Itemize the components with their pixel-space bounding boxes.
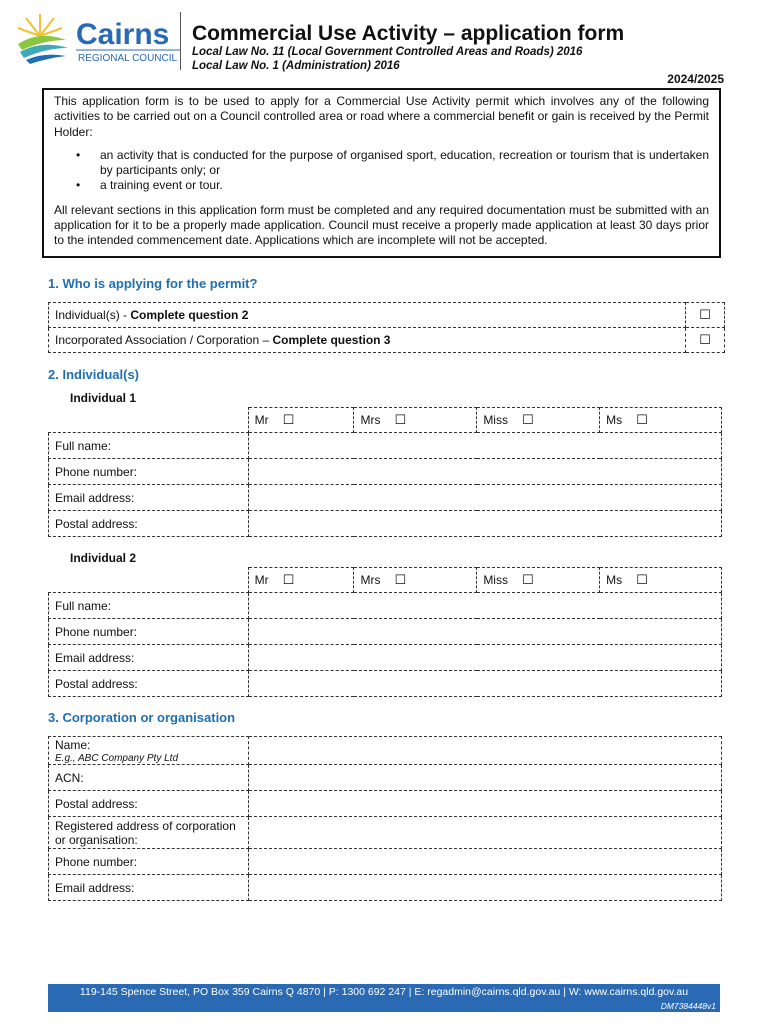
email-address-field[interactable] bbox=[248, 645, 721, 671]
individual-2-heading: Individual 2 bbox=[70, 551, 137, 565]
local-law-11-subtitle: Local Law No. 11 (Local Government Controlled Areas and Roads) 2016 bbox=[192, 46, 583, 58]
acn-field[interactable] bbox=[248, 765, 721, 791]
intro-bullet-list bbox=[54, 148, 709, 194]
phone-number-field[interactable] bbox=[248, 619, 721, 645]
title-miss-option[interactable]: Miss ☐ bbox=[477, 408, 600, 433]
section-2-heading: 2. Individual(s) bbox=[48, 367, 140, 382]
bullet-icon: • bbox=[76, 178, 81, 193]
email-address-label: Email address: bbox=[49, 485, 249, 511]
section-1-heading: 1. Who is applying for the permit? bbox=[48, 276, 258, 291]
svg-text:Cairns: Cairns bbox=[76, 18, 170, 51]
corp-postal-address-field[interactable] bbox=[248, 791, 721, 817]
title-miss-option[interactable]: Miss ☐ bbox=[477, 568, 600, 593]
email-address-label: Email address: bbox=[49, 645, 249, 671]
corp-phone-number-label: Phone number: bbox=[49, 849, 249, 875]
mrs-checkbox[interactable]: ☐ bbox=[394, 412, 407, 428]
postal-address-label: Postal address: bbox=[49, 511, 249, 537]
full-name-field[interactable] bbox=[248, 433, 721, 459]
corp-name-hint: E.g., ABC Company Pty Ltd bbox=[55, 752, 179, 764]
section-3-heading: 3. Corporation or organisation bbox=[48, 710, 236, 725]
title-ms-option[interactable]: Ms ☐ bbox=[600, 408, 722, 433]
intro-box bbox=[42, 88, 721, 258]
intro-paragraph-1: This application form is to be used to apply for a Commercial Use Activity permit which involves any of the following activities to be carried out on a Council controlled area or road where a commercial benefit or gain is received by the Permit Holder: bbox=[54, 94, 709, 139]
full-name-field[interactable] bbox=[248, 593, 721, 619]
corp-email-address-field[interactable] bbox=[248, 875, 721, 901]
postal-address-field[interactable] bbox=[248, 511, 721, 537]
corp-name-label: Name: bbox=[55, 737, 91, 752]
postal-address-field[interactable] bbox=[248, 671, 721, 697]
registered-address-field[interactable] bbox=[248, 817, 721, 849]
title-mrs-option[interactable]: Mrs ☐ bbox=[354, 568, 477, 593]
phone-number-label: Phone number: bbox=[49, 459, 249, 485]
phone-number-label: Phone number: bbox=[49, 619, 249, 645]
ms-checkbox[interactable]: ☐ bbox=[636, 412, 648, 428]
header-divider bbox=[180, 12, 181, 70]
acn-label: ACN: bbox=[49, 765, 249, 791]
email-address-field[interactable] bbox=[248, 485, 721, 511]
cairns-council-logo bbox=[14, 10, 184, 66]
mr-checkbox[interactable]: ☐ bbox=[282, 572, 295, 588]
postal-address-label: Postal address: bbox=[49, 671, 249, 697]
phone-number-field[interactable] bbox=[248, 459, 721, 485]
local-law-1-subtitle: Local Law No. 1 (Administration) 2016 bbox=[192, 60, 400, 72]
applicant-type-corporation-row: Incorporated Association / Corporation – Complete question 3 ☐ bbox=[49, 328, 725, 353]
form-year: 2024/2025 bbox=[667, 72, 724, 86]
corp-phone-number-field[interactable] bbox=[248, 849, 721, 875]
mrs-checkbox[interactable]: ☐ bbox=[394, 572, 407, 588]
individual-1-heading: Individual 1 bbox=[70, 391, 137, 405]
mr-checkbox[interactable]: ☐ bbox=[282, 412, 295, 428]
ms-checkbox[interactable]: ☐ bbox=[636, 572, 648, 588]
corp-name-field[interactable] bbox=[248, 737, 721, 765]
registered-address-label: Registered address of corporation or organisation: bbox=[49, 817, 249, 849]
bullet-icon: • bbox=[76, 147, 81, 162]
applicant-type-table bbox=[48, 302, 725, 353]
title-mr-option[interactable]: Mr ☐ bbox=[248, 568, 354, 593]
title-ms-option[interactable]: Ms ☐ bbox=[600, 568, 722, 593]
corp-postal-address-label: Postal address: bbox=[49, 791, 249, 817]
corporation-table bbox=[48, 736, 722, 901]
corporation-checkbox[interactable]: ☐ bbox=[699, 332, 711, 348]
miss-checkbox[interactable]: ☐ bbox=[521, 412, 534, 428]
individual-checkbox[interactable]: ☐ bbox=[699, 307, 711, 323]
miss-checkbox[interactable]: ☐ bbox=[521, 572, 534, 588]
document-reference: DM7384448v1 bbox=[48, 1001, 720, 1012]
applicant-type-individual-row: Individual(s) - Complete question 2 ☐ bbox=[49, 303, 725, 328]
individual-1-table bbox=[48, 407, 722, 537]
svg-text:REGIONAL COUNCIL: REGIONAL COUNCIL bbox=[78, 53, 178, 64]
page-title: Commercial Use Activity – application form bbox=[192, 22, 625, 45]
title-mrs-option[interactable]: Mrs ☐ bbox=[354, 408, 477, 433]
corp-email-address-label: Email address: bbox=[49, 875, 249, 901]
individual-2-table bbox=[48, 567, 722, 697]
title-mr-option[interactable]: Mr ☐ bbox=[248, 408, 354, 433]
full-name-label: Full name: bbox=[49, 433, 249, 459]
full-name-label: Full name: bbox=[49, 593, 249, 619]
intro-bullet-item: • an activity that is conducted for the purpose of organised sport, education, recreation or tourism that is undertaken by participants only; or bbox=[76, 147, 709, 178]
sun-leaf-icon bbox=[18, 14, 68, 64]
intro-bullet-item: • a training event or tour. bbox=[76, 178, 223, 193]
intro-paragraph-2: All relevant sections in this application form must be completed and any required documentation must be submitted with an application for it to be a properly made application. Council must receive a properly made application at least 30 days prior to the intended commencement date. Applications which are incomplete will not be accepted. bbox=[54, 202, 709, 248]
footer-contact-bar: 119-145 Spence Street, PO Box 359 Cairns Q 4870 | P: 1300 692 247 | E: regadmin@cairns.qld.gov.au | W: www.cairns.qld.gov.au bbox=[48, 984, 720, 1001]
